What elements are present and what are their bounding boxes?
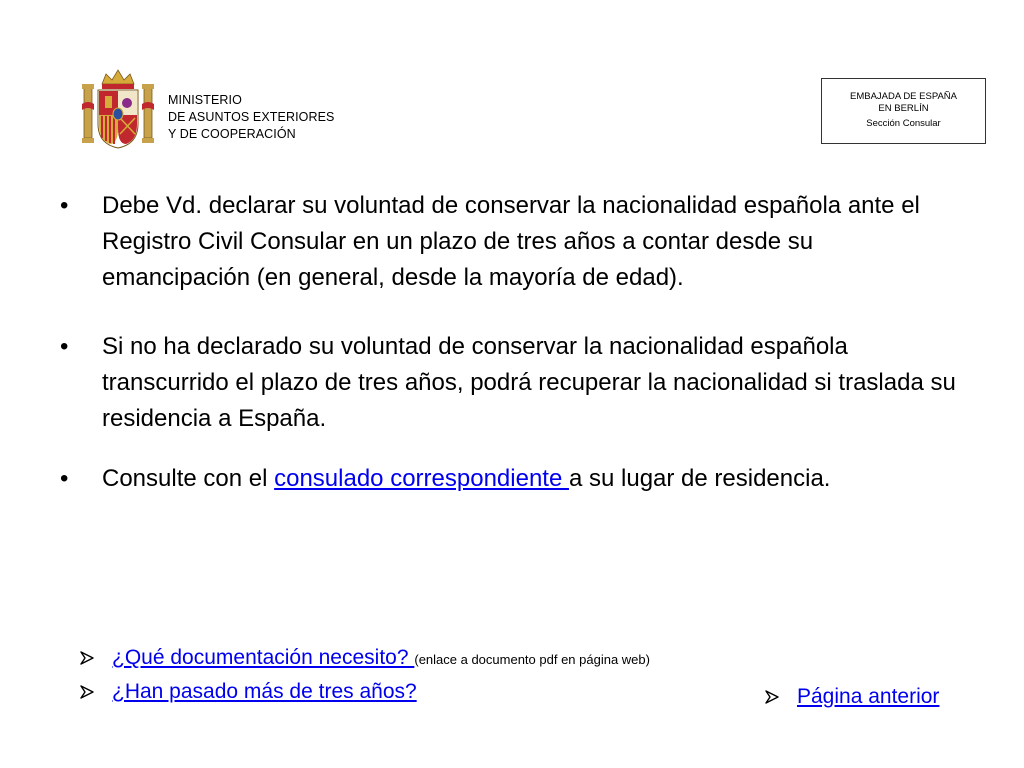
bullet-item	[58, 461, 958, 497]
bullet-text: Debe Vd. declarar su voluntad de conservar la nacionalidad española ante el Registro Civil Consular en un plazo de tres años a contar desde su emancipación (en general, desde la mayoría de edad).	[102, 192, 920, 291]
embassy-section: Sección Consular	[866, 118, 941, 129]
link-list	[80, 642, 650, 708]
documentation-link[interactable]: ¿Qué documentación necesito?	[112, 646, 415, 669]
link-item	[80, 642, 650, 676]
bullet-dot-icon: •	[60, 465, 69, 492]
bullet-text-after: a su lugar de residencia.	[568, 465, 831, 492]
link-item	[80, 676, 650, 708]
bullet-text-before: Consulte con el	[102, 465, 275, 492]
consulate-link[interactable]: consulado correspondiente	[274, 465, 569, 492]
bullet-item	[58, 188, 958, 296]
bullet-item	[58, 329, 958, 437]
three-years-link[interactable]: ¿Han pasado más de tres años?	[112, 680, 417, 703]
embassy-line: EN BERLÍN	[878, 103, 929, 114]
link-note: (enlace a documento pdf en página web)	[414, 652, 650, 667]
embassy-line: EMBAJADA DE ESPAÑA	[850, 91, 957, 102]
bullet-list	[58, 188, 958, 497]
bullet-text: Si no ha declarado su voluntad de conservar la nacionalidad española transcurrido el plazo de tres años, podrá recuperar la nacionalidad si traslada su residencia a España.	[102, 333, 956, 432]
coat-of-arms-logo	[80, 66, 156, 150]
previous-page-nav	[765, 681, 939, 713]
ministry-name	[168, 92, 335, 143]
previous-page-link[interactable]: Página anterior	[797, 685, 940, 708]
ministry-line: MINISTERIO	[168, 93, 242, 107]
arrow-bullet-icon	[80, 685, 94, 699]
ministry-line: DE ASUNTOS EXTERIORES	[168, 110, 335, 124]
ministry-line: Y DE COOPERACIÓN	[168, 127, 296, 141]
embassy-box	[821, 78, 986, 144]
bullet-dot-icon: •	[60, 333, 69, 360]
arrow-bullet-icon	[80, 651, 94, 665]
bullet-dot-icon: •	[60, 192, 69, 219]
arrow-bullet-icon	[765, 690, 779, 704]
